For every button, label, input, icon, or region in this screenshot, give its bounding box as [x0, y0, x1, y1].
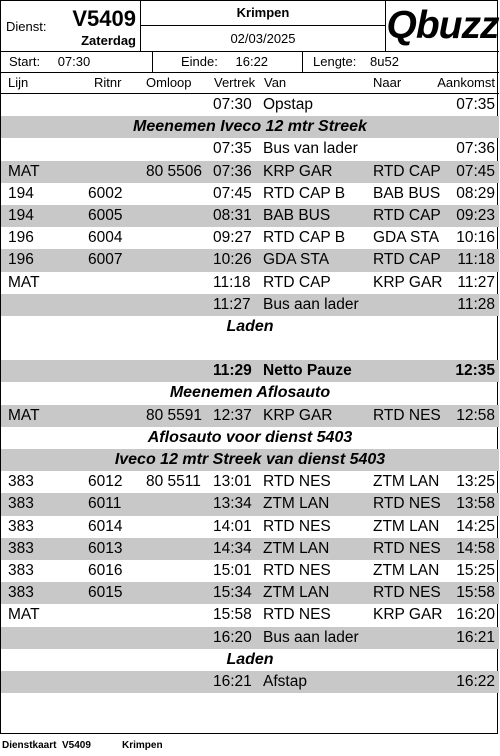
cell-vertrek: 16:20: [213, 628, 252, 646]
cell-lijn: 194: [8, 206, 34, 224]
location-date-cell: [141, 1, 386, 51]
cell-lijn: MAT: [8, 606, 40, 624]
footer-duty: V5409: [62, 740, 91, 751]
cell-aankomst: 12:58: [456, 406, 495, 424]
day-type: Zaterdag: [81, 33, 136, 48]
cell-van: RTD NES: [263, 561, 331, 579]
cell-aankomst: 10:16: [456, 229, 495, 247]
footer-label: Dienstkaart: [2, 740, 57, 751]
cell-vertrek: 14:01: [213, 517, 252, 535]
cell-aankomst: 12:35: [455, 362, 495, 380]
cell-naar: KRP GAR: [373, 273, 443, 291]
cell-van: KRP GAR: [263, 406, 333, 424]
cell-ritnr: 6011: [88, 495, 122, 513]
cell-vertrek: 11:29: [213, 362, 252, 380]
cell-aankomst: 16:21: [456, 628, 495, 646]
cell-omloop: 80 5506: [146, 162, 203, 180]
cell-aankomst: 09:23: [456, 206, 495, 224]
cell-omloop: 80 5591: [146, 406, 203, 424]
cell-lijn: 196: [8, 251, 34, 269]
cell-lijn: 196: [8, 229, 34, 247]
cell-vertrek: 15:34: [213, 584, 252, 602]
cell-ritnr: 6016: [88, 561, 123, 579]
schedule-row: [1, 471, 499, 493]
cell-van: Netto Pauze: [263, 362, 352, 380]
cell-van: Bus aan lader: [263, 628, 359, 646]
cell-vertrek: 15:58: [213, 606, 252, 624]
cell-aankomst: 11:27: [457, 273, 495, 291]
cell-naar: RTD NES: [373, 406, 441, 424]
date: 02/03/2025: [230, 31, 296, 46]
cell-vertrek: 13:01: [213, 473, 252, 491]
cell-lijn: 383: [8, 561, 34, 579]
cell-naar: RTD CAP: [373, 162, 441, 180]
cell-aankomst: 14:58: [456, 539, 495, 557]
cell-lijn: MAT: [8, 162, 40, 180]
schedule-row: [1, 560, 499, 582]
duration-label: Lengte:: [313, 54, 357, 69]
end-label: Einde:: [181, 54, 218, 69]
col-omloop: Omloop: [146, 75, 192, 90]
schedule-row: [1, 161, 499, 183]
cell-ritnr: 6007: [88, 251, 123, 269]
cell-aankomst: 14:25: [456, 517, 495, 535]
cell-vertrek: 08:31: [213, 206, 252, 224]
cell-van: Afstap: [263, 672, 307, 690]
cell-ritnr: 6004: [88, 229, 123, 247]
cell-naar: RTD CAP: [373, 251, 441, 269]
cell-van: GDA STA: [263, 251, 330, 269]
schedule-row: [1, 582, 499, 604]
cell-naar: RTD NES: [373, 495, 441, 513]
schedule-row: [1, 138, 499, 160]
cell-vertrek: 16:21: [213, 672, 252, 690]
times-bar: [1, 52, 499, 73]
section-heading: Iveco 12 mtr Streek van dienst 5403: [1, 449, 499, 471]
cell-vertrek: 10:26: [213, 251, 252, 269]
cell-naar: KRP GAR: [373, 606, 443, 624]
schedule-rows: [1, 94, 499, 693]
cell-lijn: MAT: [8, 273, 40, 291]
cell-vertrek: 07:35: [213, 140, 252, 158]
cell-ritnr: 6005: [88, 206, 123, 224]
section-heading: Aflosauto voor dienst 5403: [147, 428, 353, 446]
header: [1, 1, 499, 52]
cell-van: Bus aan lader: [263, 295, 359, 313]
cell-van: BAB BUS: [263, 206, 331, 224]
cell-van: RTD CAP B: [263, 229, 346, 247]
column-headers: [1, 73, 499, 94]
cell-lijn: 194: [8, 184, 34, 202]
cell-naar: GDA STA: [373, 229, 440, 247]
cell-lijn: 383: [8, 517, 34, 535]
cell-aankomst: 13:25: [456, 473, 495, 491]
cell-ritnr: 6013: [88, 539, 123, 557]
logo-cell: [386, 1, 499, 51]
schedule-row: [1, 360, 499, 382]
schedule-row: [1, 294, 499, 316]
cell-aankomst: 07:35: [456, 96, 495, 113]
cell-naar: ZTM LAN: [373, 473, 440, 491]
cell-vertrek: 12:37: [213, 406, 252, 424]
cell-ritnr: 6014: [88, 517, 123, 535]
cell-van: RTD CAP: [263, 273, 331, 291]
col-naar: Naar: [373, 75, 402, 90]
schedule-row: [1, 627, 499, 649]
schedule-row: [1, 249, 499, 271]
footer-location: Krimpen: [122, 740, 163, 751]
cell-vertrek: 14:34: [213, 539, 252, 557]
cell-van: Bus van lader: [263, 140, 358, 158]
cell-van: Opstap: [263, 96, 313, 113]
cell-aankomst: 11:28: [457, 295, 495, 313]
cell-lijn: 383: [8, 473, 34, 491]
cell-aankomst: 13:58: [456, 495, 495, 513]
cell-aankomst: 07:36: [456, 140, 495, 158]
schedule-row: [1, 183, 499, 205]
cell-aankomst: 11:18: [457, 251, 495, 269]
start-label: Start:: [9, 54, 41, 69]
cell-vertrek: 09:27: [213, 229, 252, 247]
col-vertrek: Vertrek: [214, 75, 256, 90]
section-heading: Laden: [226, 317, 274, 335]
schedule-row: [1, 538, 499, 560]
start-time: [1, 52, 152, 72]
location: Krimpen: [141, 1, 385, 26]
schedule-row: [1, 227, 499, 249]
cell-aankomst: 15:25: [456, 561, 495, 579]
cell-lijn: 383: [8, 495, 34, 513]
cell-omloop: 80 5511: [146, 473, 201, 491]
cell-vertrek: 07:36: [213, 162, 252, 180]
end-value: 16:22: [235, 54, 269, 69]
col-lijn: Lijn: [8, 75, 29, 90]
cell-van: RTD NES: [263, 473, 331, 491]
duty-cell: [1, 1, 141, 51]
cell-lijn: 383: [8, 584, 34, 602]
end-time: [152, 52, 302, 72]
col-van: Van: [264, 75, 287, 90]
cell-vertrek: 07:45: [213, 184, 252, 202]
cell-aankomst: 16:20: [456, 606, 495, 624]
section-heading: Meenemen Iveco 12 mtr Streek: [1, 116, 499, 138]
duty-label: Dienst:: [6, 19, 47, 34]
cell-aankomst: 07:45: [456, 162, 495, 180]
cell-naar: RTD NES: [373, 539, 441, 557]
schedule-row: [1, 516, 499, 538]
col-aankomst: Aankomst: [437, 75, 495, 90]
cell-vertrek: 07:30: [213, 96, 252, 113]
cell-ritnr: 6015: [88, 584, 123, 602]
schedule-row: [1, 272, 499, 294]
schedule-row: [1, 205, 499, 227]
cell-vertrek: 13:34: [213, 495, 252, 513]
cell-naar: BAB BUS: [373, 184, 441, 202]
cell-van: RTD CAP B: [263, 184, 346, 202]
section-heading: Meenemen Aflosauto: [169, 384, 331, 402]
cell-van: RTD NES: [263, 517, 331, 535]
schedule-row: [1, 94, 499, 116]
cell-naar: RTD CAP: [373, 206, 441, 224]
cell-vertrek: 15:01: [213, 561, 252, 579]
blank-row: [1, 338, 499, 360]
cell-vertrek: 11:18: [213, 273, 251, 291]
cell-lijn: MAT: [8, 406, 40, 424]
cell-ritnr: 6002: [88, 184, 123, 202]
cell-lijn: 383: [8, 539, 34, 557]
cell-van: RTD NES: [263, 606, 331, 624]
duty-number: V5409: [72, 6, 136, 31]
schedule-row: [1, 604, 499, 626]
cell-van: ZTM LAN: [263, 584, 330, 602]
cell-vertrek: 11:27: [213, 295, 251, 313]
cell-aankomst: 15:58: [456, 584, 495, 602]
section-heading: Laden: [226, 650, 274, 668]
duration: [302, 52, 499, 72]
cell-van: KRP GAR: [263, 162, 333, 180]
schedule-row: [1, 671, 499, 693]
start-value: 07:30: [57, 54, 91, 69]
cell-naar: ZTM LAN: [373, 517, 440, 535]
cell-naar: RTD NES: [373, 584, 441, 602]
col-ritnr: Ritnr: [94, 75, 122, 90]
qbuzz-logo: Qbuzz: [386, 4, 499, 47]
cell-van: ZTM LAN: [263, 539, 330, 557]
schedule-row: [1, 493, 499, 515]
cell-aankomst: 08:29: [456, 184, 495, 202]
cell-naar: ZTM LAN: [373, 561, 440, 579]
duration-value: 8u52: [370, 54, 399, 69]
cell-van: ZTM LAN: [263, 495, 330, 513]
cell-aankomst: 16:22: [456, 672, 495, 690]
schedule-row: [1, 405, 499, 427]
cell-ritnr: 6012: [88, 473, 123, 491]
